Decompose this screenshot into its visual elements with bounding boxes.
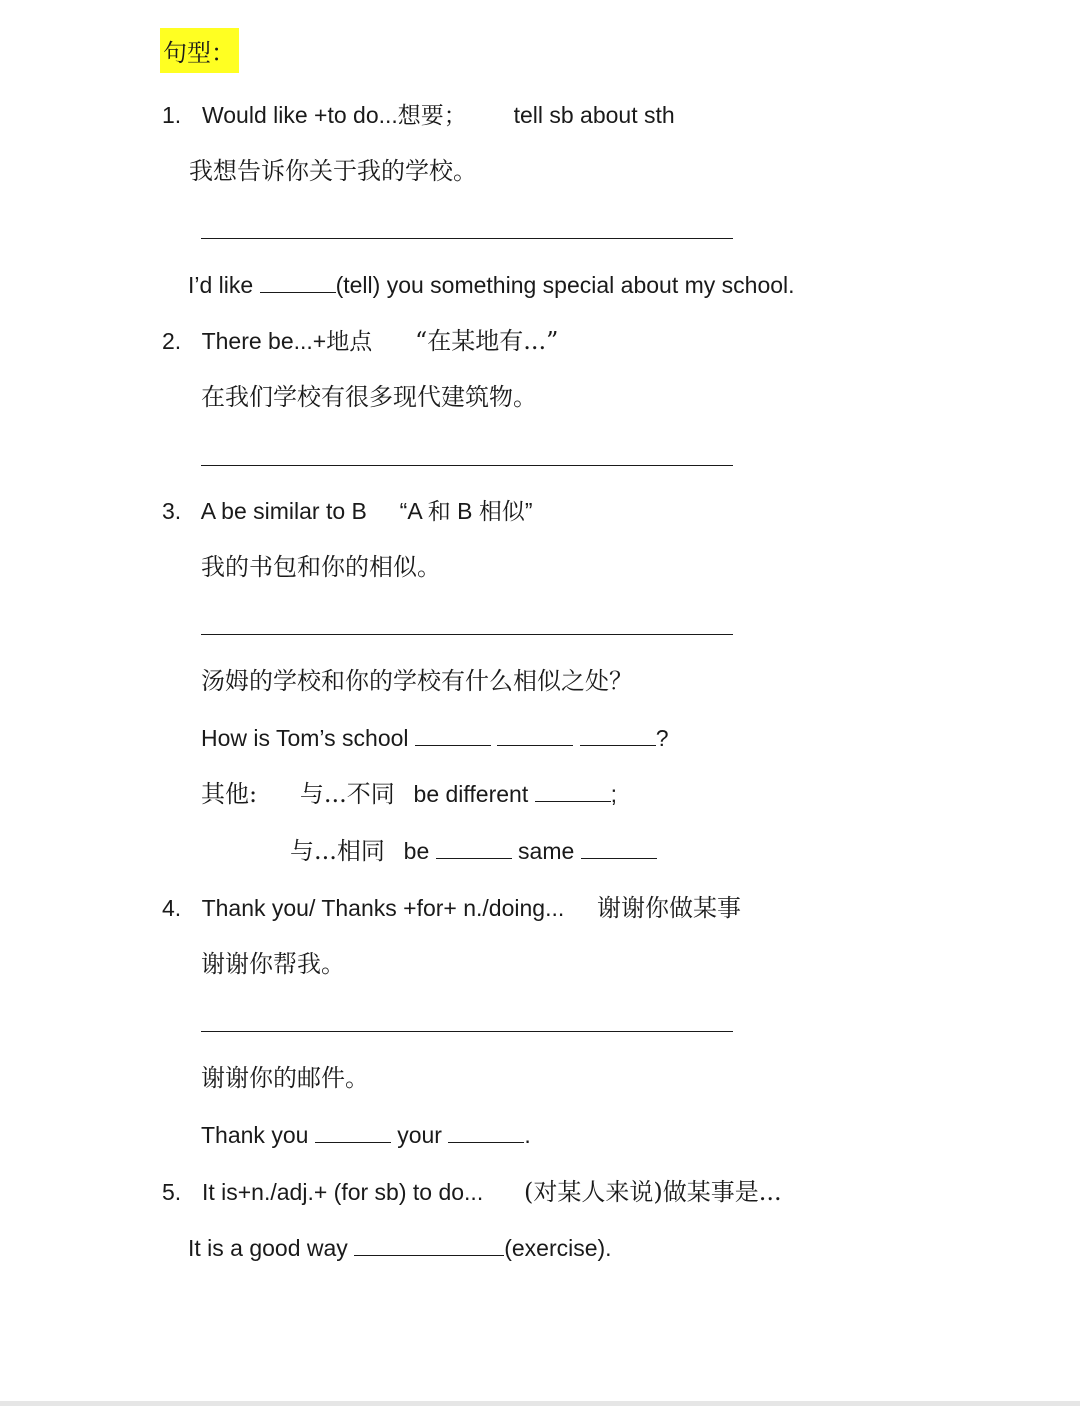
other-label: 其他: (201, 780, 258, 808)
blank (535, 779, 611, 802)
page-bottom-edge (0, 1401, 1080, 1406)
sentence-text: How is Tom’s school (201, 725, 409, 751)
item-number: 3. (162, 498, 182, 524)
sentence-text: (tell) you something special about my school. (335, 272, 795, 298)
answer-line (201, 634, 733, 635)
blank (354, 1233, 504, 1256)
sentence-text: be different (413, 781, 529, 807)
prompt-cn: 在我们学校有很多现代建筑物。 (201, 383, 537, 411)
sentence-text: ? (655, 725, 669, 751)
section-heading-text: 句型： (163, 39, 235, 67)
item-4 (162, 893, 741, 923)
item-2 (162, 326, 558, 356)
blank (436, 836, 512, 859)
item-number: 4. (162, 895, 182, 921)
sentence-text: (exercise). (504, 1235, 612, 1261)
item-5 (162, 1177, 782, 1207)
fill-sentence (188, 1233, 612, 1263)
sentence-text: ; (610, 781, 617, 807)
item-1 (162, 100, 675, 130)
sentence-text: . (524, 1122, 531, 1148)
section-heading (160, 28, 239, 73)
pattern-cn: 与...相同 (290, 837, 385, 865)
answer-line (201, 1031, 733, 1032)
blank (415, 723, 491, 746)
item-pattern: Thank you/ Thanks +for+ n./doing... (201, 895, 565, 921)
answer-line (201, 465, 733, 466)
item-number: 1. (162, 102, 182, 128)
item-pattern: It is+n./adj.+ (for sb) to do... (201, 1179, 484, 1205)
blank (315, 1120, 391, 1143)
item-extra: “在某地有...” (415, 327, 559, 355)
other-patterns-different (201, 779, 617, 809)
sentence-text: your (397, 1122, 442, 1148)
item-extra: 谢谢你做某事 (597, 894, 742, 922)
blank (581, 836, 657, 859)
sentence-text: It is a good way (188, 1235, 348, 1261)
fill-sentence (188, 270, 795, 300)
blank (580, 723, 656, 746)
prompt-cn: 谢谢你帮我。 (201, 950, 345, 978)
item-pattern: Would like +to do...想要； (201, 102, 467, 128)
item-pattern: A be similar to B (200, 498, 367, 524)
prompt-cn: 我想告诉你关于我的学校。 (189, 157, 477, 185)
item-number: 2. (162, 328, 182, 354)
fill-sentence (201, 723, 668, 753)
sentence-text: I’d like (188, 272, 254, 298)
sentence-text: Thank you (201, 1122, 309, 1148)
sentence-text: same (518, 838, 575, 864)
item-extra: (对某人来说)做某事是... (524, 1178, 782, 1206)
prompt-cn: 谢谢你的邮件。 (201, 1064, 369, 1092)
blank (448, 1120, 524, 1143)
item-number: 5. (162, 1179, 182, 1205)
item-3 (162, 496, 533, 526)
item-extra: tell sb about sth (513, 102, 675, 128)
item-pattern: There be...+地点 (201, 328, 373, 354)
blank (260, 270, 336, 293)
fill-sentence (201, 1120, 531, 1150)
item-extra: “A 和 B 相似” (399, 498, 533, 524)
pattern-cn: 与...不同 (299, 780, 395, 808)
prompt-cn: 汤姆的学校和你的学校有什么相似之处？ (201, 667, 633, 695)
answer-line (201, 238, 733, 239)
prompt-cn: 我的书包和你的相似。 (201, 553, 441, 581)
other-patterns-same (290, 836, 657, 866)
blank (497, 723, 573, 746)
sentence-text: be (403, 838, 430, 864)
